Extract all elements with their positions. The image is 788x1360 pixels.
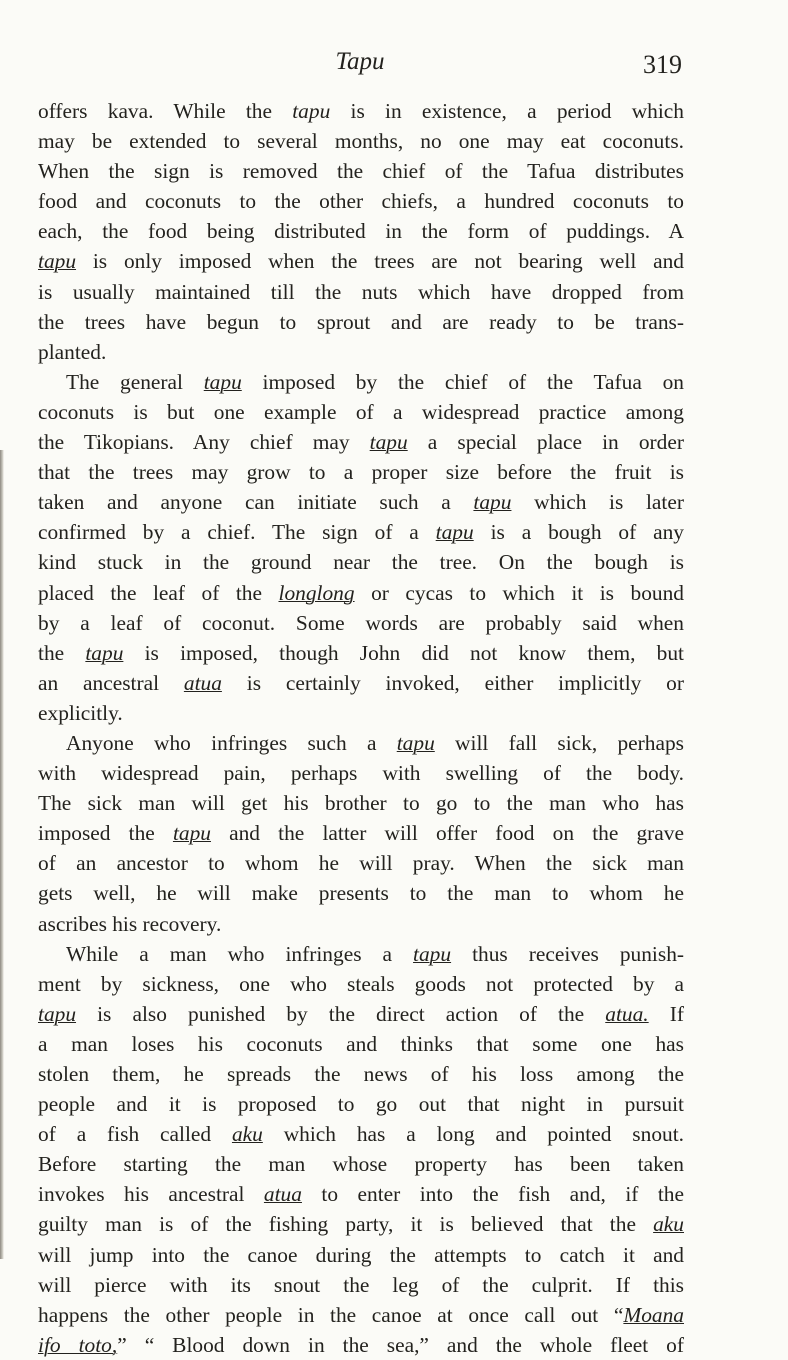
text-line <box>38 397 684 427</box>
text-line <box>38 487 684 517</box>
text-line <box>38 307 684 337</box>
text-segment: stolen them, he spreads the news of his loss among the <box>38 1062 684 1086</box>
italic-term: aku <box>653 1212 684 1237</box>
italic-term: tapu <box>203 369 242 394</box>
text-segment: is in existence, a period which <box>330 99 684 123</box>
text-segment: gets well, he will make presents to the man to whom he <box>38 881 684 906</box>
text-segment: an ancestral <box>38 670 184 695</box>
text-line <box>38 1209 684 1239</box>
text-segment: ” “ Blood down in the sea,” and the whole fleet of <box>117 1332 684 1357</box>
italic-term: tapu <box>473 490 512 515</box>
text-segment: explicitly. <box>38 700 123 725</box>
text-line <box>38 668 684 698</box>
text-line <box>38 337 684 367</box>
text-segment: of an ancestor to whom he will pray. When the sick man <box>38 851 684 876</box>
text-segment: will fall sick, perhaps <box>434 730 685 755</box>
text-line <box>38 427 684 457</box>
text-segment: is a bough of any <box>473 520 684 545</box>
text-line <box>38 1059 684 1089</box>
italic-term: tapu <box>38 1001 77 1026</box>
text-segment: is certainly invoked, either implicitly or <box>221 670 684 695</box>
text-line <box>38 1029 684 1059</box>
text-segment: While a man who infringes a <box>66 941 414 966</box>
text-segment: The general <box>66 369 204 394</box>
text-segment: ascribes his recovery. <box>38 911 222 936</box>
text-segment: thus receives punish- <box>451 941 685 966</box>
text-segment: offers kava. While the <box>38 99 293 123</box>
text-line <box>38 638 684 668</box>
text-segment: happens the other people in the canoe at once call out “ <box>38 1302 624 1327</box>
text-line <box>38 1270 684 1300</box>
italic-term: tapu <box>435 520 474 545</box>
text-line <box>38 216 684 246</box>
text-segment: guilty man is of the fishing party, it is believed that the <box>38 1212 654 1237</box>
text-line <box>38 277 684 307</box>
text-line <box>38 878 684 908</box>
text-segment: kind stuck in the ground near the tree. On the bough is <box>38 550 684 575</box>
text-line <box>38 728 684 758</box>
text-segment: the Tikopians. Any chief may <box>38 430 370 455</box>
text-segment: to enter into the fish and, if the <box>301 1182 684 1207</box>
text-line <box>38 96 684 126</box>
italic-term: longlong <box>278 580 355 605</box>
text-segment: is imposed, though John did not know them, but <box>123 640 684 665</box>
text-line <box>38 186 684 216</box>
page-edge-shadow <box>0 450 4 1259</box>
text-segment: If <box>648 1001 684 1026</box>
text-line <box>38 969 684 999</box>
text-segment: the trees have begun to sprout and are ready to be trans- <box>38 309 684 334</box>
italic-term: atua <box>183 670 222 695</box>
text-segment: placed the leaf of the <box>38 580 279 605</box>
italic-term: aku <box>231 1122 263 1147</box>
text-segment: The sick man will get his brother to go to the man who has <box>38 791 684 816</box>
text-segment: Anyone who infringes such a <box>66 730 397 755</box>
text-segment: and the latter will offer food on the grave <box>210 821 684 846</box>
text-line <box>38 156 684 186</box>
text-line <box>38 517 684 547</box>
text-segment: is only imposed when the trees are not bearing well and <box>76 249 684 274</box>
text-segment: which has a long and pointed snout. <box>262 1122 684 1147</box>
text-line <box>38 848 684 878</box>
italic-term: tapu <box>85 640 124 665</box>
text-line <box>38 1240 684 1270</box>
italic-term: tapu <box>396 730 435 755</box>
text-line <box>38 1330 684 1360</box>
text-line <box>38 939 684 969</box>
text-segment: that the trees may grow to a proper size before the fruit is <box>38 460 684 485</box>
italic-term: Moana <box>623 1302 684 1327</box>
running-title: Tapu <box>335 48 385 75</box>
text-segment: is also punished by the direct action of the <box>76 1001 606 1026</box>
italic-term: tapu <box>413 941 452 966</box>
page-number: 319 <box>643 50 682 79</box>
italic-term: tapu <box>369 430 408 455</box>
text-segment: imposed by the chief of the Tafua on <box>241 369 685 394</box>
text-line <box>38 246 684 276</box>
text-line <box>38 788 684 818</box>
text-segment: with widespread pain, perhaps with swelling of the body. <box>38 761 684 786</box>
text-line <box>38 818 684 848</box>
italic-term: tapu <box>38 249 77 274</box>
text-segment: will pierce with its snout the leg of the culprit. If this <box>38 1272 684 1297</box>
italic-term: atua <box>263 1182 302 1207</box>
italic-term: ifo toto, <box>38 1332 118 1357</box>
text-line <box>38 698 684 728</box>
text-segment: will jump into the canoe during the attempts to catch it and <box>38 1242 684 1267</box>
text-segment: confirmed by a chief. The sign of a <box>38 520 436 545</box>
running-header <box>0 48 788 82</box>
text-segment: When the sign is removed the chief of the Tafua distributes <box>38 159 684 184</box>
text-line <box>38 608 684 638</box>
text-segment: the <box>38 640 86 665</box>
text-line <box>38 578 684 608</box>
text-segment: planted. <box>38 339 107 364</box>
text-line <box>38 758 684 788</box>
text-segment: each, the food being distributed in the form of puddings. A <box>38 219 684 244</box>
text-segment: Before starting the man whose property has been taken <box>38 1152 684 1177</box>
text-line <box>38 909 684 939</box>
text-line <box>38 547 684 577</box>
text-segment: people and it is proposed to go out that night in pursuit <box>38 1092 684 1117</box>
body-text <box>38 96 684 1360</box>
text-segment: by a leaf of coconut. Some words are probably said when <box>38 610 684 635</box>
text-segment: or cycas to which it is bound <box>354 580 684 605</box>
text-line <box>38 457 684 487</box>
text-segment: is usually maintained till the nuts which have dropped from <box>38 279 684 304</box>
text-segment: which is later <box>511 490 684 515</box>
text-line <box>38 1179 684 1209</box>
italic-term: atua. <box>605 1001 649 1026</box>
text-line <box>38 367 684 397</box>
text-segment: invokes his ancestral <box>38 1182 264 1207</box>
text-line <box>38 1300 684 1330</box>
italic-term: tapu <box>172 821 211 846</box>
text-line <box>38 1119 684 1149</box>
text-segment: may be extended to several months, no one may eat coconuts. <box>38 129 684 154</box>
text-segment: a man loses his coconuts and thinks that some one has <box>38 1031 684 1056</box>
text-segment: ment by sickness, one who steals goods not protected by a <box>38 971 684 996</box>
text-segment: a special place in order <box>407 430 684 455</box>
text-line <box>38 999 684 1029</box>
text-segment: taken and anyone can initiate such a <box>38 490 474 515</box>
text-line <box>38 126 684 156</box>
text-segment: food and coconuts to the other chiefs, a hundred coconuts to <box>38 189 684 214</box>
text-segment: imposed the <box>38 821 173 846</box>
italic-term: tapu <box>292 99 331 123</box>
text-segment: of a fish called <box>38 1122 232 1147</box>
text-segment: coconuts is but one example of a widespread practice among <box>38 399 684 424</box>
text-line <box>38 1089 684 1119</box>
text-line <box>38 1149 684 1179</box>
